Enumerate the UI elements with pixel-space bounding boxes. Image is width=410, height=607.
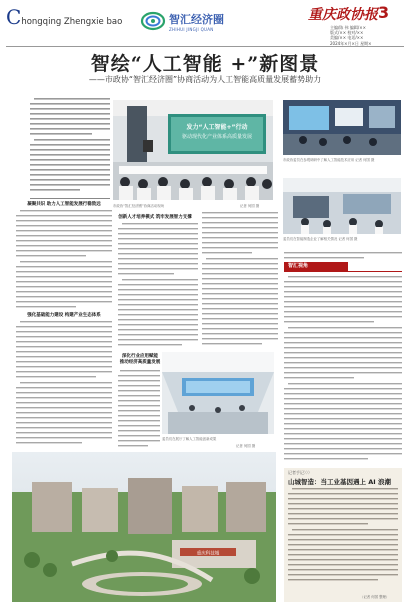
logo-cn: 智汇经济圈 [169, 12, 224, 26]
headline: 智绘“人工智能 +”新图景 [90, 53, 320, 75]
aerial-campus-photo [12, 452, 276, 602]
right-col-text-lines [284, 276, 402, 464]
photo1-credit: 记者 何国 摄 [240, 204, 260, 208]
lead-rule [30, 198, 110, 199]
photo4-credit: 记者 何国 摄 [236, 444, 256, 448]
col1-heading-2: 强化基础能力建设 构建产业生态体系 [27, 313, 101, 318]
swirl-logo-icon [140, 11, 166, 31]
col1-text-lines-2 [16, 321, 112, 449]
notes-credit: （记者 何国 整理） [360, 595, 390, 599]
right-col-top-lines [284, 252, 402, 260]
col2-heading: 创新人才培养模式 筑牢发展智力支撑 [118, 215, 192, 220]
masthead-name [6, 5, 122, 29]
corner-rule [284, 271, 402, 272]
visit-photo-2 [283, 178, 401, 234]
col2-lower-text-lines [118, 370, 160, 450]
svg-text:发力“人工智能+”行动: 发力“人工智能+”行动 [186, 124, 248, 131]
col2-text-lines [118, 223, 198, 351]
paper-name: 重庆政协报 [308, 7, 378, 23]
editor-info: 主编/陈 伟 编辑/×× 版式/×× 校对/×× 美编/×× 电话/×× 2024年×月×日 星期× [330, 25, 372, 46]
notes-title: 山城智造：当工业基因遇上 AI 浪潮 [288, 478, 391, 486]
conference-photo [113, 100, 273, 200]
exhibition-photo [162, 352, 274, 434]
column-logo [140, 8, 248, 34]
col3-text-lines [202, 212, 278, 350]
series-label: 记者手记〉〉〉 [288, 470, 312, 475]
subheadline: ——市政协“智汇经济圈”协商活动为人工智能高质量发展蓄势助力 [88, 75, 322, 84]
lead-text-lines [30, 96, 110, 196]
svg-text:重庆科技城: 重庆科技城 [196, 551, 220, 557]
masthead-rest: hongqing Zhengxie bao [21, 17, 123, 27]
photo1-caption: 市政协“智汇经济圈”协商活动现场 [113, 204, 164, 208]
notes-text-lines [288, 488, 398, 592]
lead-paragraph [30, 96, 110, 198]
corner-badge: 智汇视角 [284, 262, 348, 271]
logo-en: ZHIHUI JINGJI QUAN [169, 26, 214, 32]
col3-heading: 深化行业应用赋能 推动经济高质量发展 [119, 354, 161, 365]
masthead-rule [6, 46, 404, 47]
page-number: 3 [378, 3, 390, 22]
photo4-caption: 委员们在展厅了解人工智能创新成果 [162, 437, 217, 441]
col1-heading: 凝聚共识 助力人工智能发展行稳致远 [27, 202, 101, 207]
masthead-initial: C [6, 5, 22, 29]
visit-photo-1 [283, 100, 401, 155]
svg-text:驱动现代化产业体系高质量发展: 驱动现代化产业体系高质量发展 [181, 134, 253, 140]
photo3-caption: 委员们在智能制造企业了解相关情况 记者 何国 摄 [283, 237, 358, 241]
photo2-caption: 市政协委员在参观调研中了解人工智能技术应用 记者 何国 摄 [283, 158, 375, 162]
